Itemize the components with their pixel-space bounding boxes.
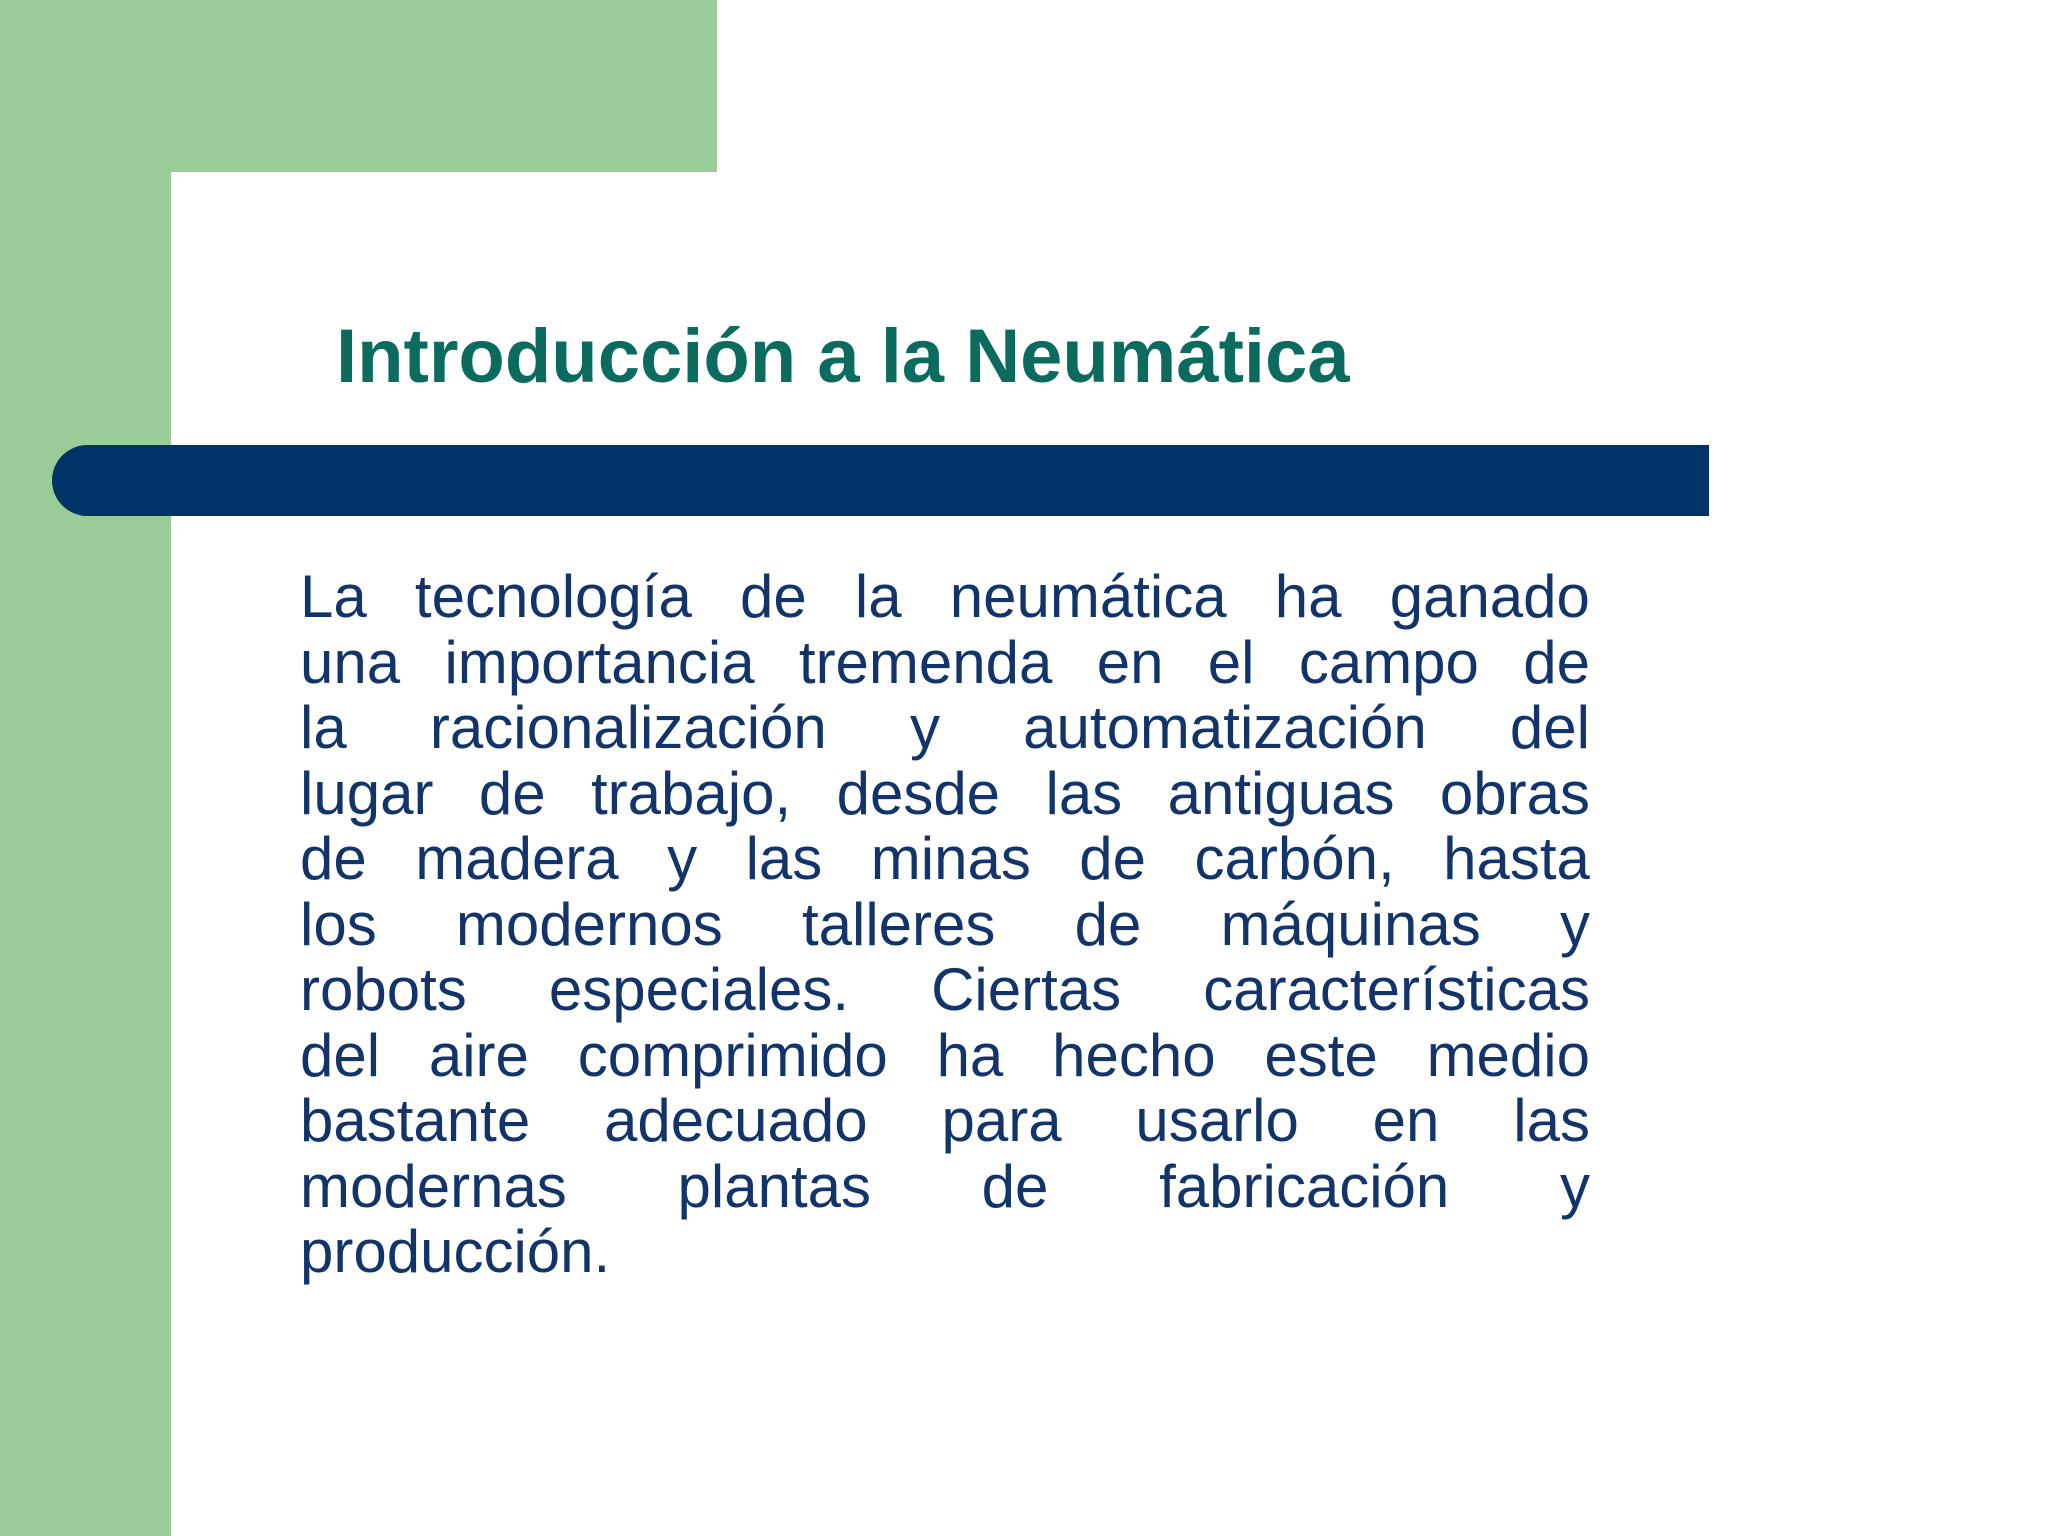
body-word: desde (836, 759, 1001, 827)
body-word: tremenda (798, 628, 1053, 696)
body-line (300, 761, 1590, 827)
body-word: de (478, 759, 546, 827)
body-word: talleres (801, 890, 996, 958)
body-word: ganado (1389, 563, 1590, 630)
body-word: del (1509, 694, 1590, 761)
body-word: automatización (1023, 694, 1427, 761)
body-line (300, 892, 1590, 958)
body-word: producción. (300, 1218, 611, 1285)
slide-body-paragraph (300, 564, 1590, 1285)
body-word: para (941, 1087, 1062, 1154)
body-line (300, 1023, 1590, 1089)
body-word: de (1523, 628, 1590, 696)
body-line (300, 826, 1590, 892)
body-word: comprimido (577, 1021, 888, 1089)
body-word: importancia (444, 628, 755, 696)
body-word: robots (300, 956, 467, 1023)
body-word: hasta (1443, 825, 1590, 892)
body-word: una (300, 628, 401, 696)
body-word: racionalización (429, 694, 827, 761)
body-word: Ciertas (931, 956, 1122, 1023)
body-word: neumática (949, 563, 1227, 630)
body-word: modernos (455, 890, 723, 958)
body-word: características (1203, 956, 1590, 1023)
body-word: plantas (677, 1152, 871, 1220)
body-line (300, 1088, 1590, 1154)
body-line (300, 1219, 1590, 1285)
green-side-strip (0, 0, 171, 1536)
body-word: carbón, (1194, 825, 1395, 892)
body-word: lugar (300, 759, 434, 827)
body-word: ha (936, 1021, 1004, 1089)
body-word: las (1513, 1087, 1590, 1154)
body-word: del (300, 1021, 381, 1089)
body-word: bastante (300, 1087, 531, 1154)
body-word: en (1096, 628, 1164, 696)
slide-title: Introducción a la Neumática (336, 314, 1350, 399)
body-word: las (1045, 759, 1123, 827)
body-word: trabajo, (591, 759, 792, 827)
body-word: ha (1274, 563, 1342, 630)
title-divider-bar (52, 445, 1709, 516)
body-word: modernas (300, 1152, 567, 1220)
body-word: la (300, 694, 347, 761)
body-word: hecho (1052, 1021, 1216, 1089)
body-word: adecuado (604, 1087, 868, 1154)
body-word: aire (428, 1021, 529, 1089)
body-line (300, 630, 1590, 696)
body-word: y (1559, 1152, 1590, 1220)
body-word: de (300, 825, 367, 892)
body-word: obras (1439, 759, 1590, 827)
body-word: en (1372, 1087, 1440, 1154)
body-word: y (1559, 890, 1590, 958)
body-word: antiguas (1167, 759, 1395, 827)
body-word: este (1264, 1021, 1378, 1089)
body-word: minas (870, 825, 1031, 892)
body-word: y (909, 694, 940, 761)
body-word: máquinas (1220, 890, 1481, 958)
body-line (300, 957, 1590, 1023)
body-word: de (739, 563, 807, 630)
body-word: campo (1298, 628, 1479, 696)
body-word: fabricación (1159, 1152, 1450, 1220)
body-line (300, 695, 1590, 761)
body-word: usarlo (1135, 1087, 1299, 1154)
body-line (300, 564, 1590, 630)
body-word: los (300, 890, 377, 958)
body-word: de (1079, 825, 1147, 892)
body-line (300, 1154, 1590, 1220)
body-word: de (1074, 890, 1142, 958)
body-word: y (667, 825, 698, 892)
body-word: La (300, 563, 367, 630)
body-word: la (854, 563, 902, 630)
body-word: tecnología (414, 563, 692, 630)
body-word: medio (1426, 1021, 1590, 1089)
body-word: las (745, 825, 823, 892)
body-word: madera (415, 825, 619, 892)
body-word: de (981, 1152, 1049, 1220)
body-word: el (1207, 628, 1255, 696)
body-word: especiales. (548, 956, 850, 1023)
